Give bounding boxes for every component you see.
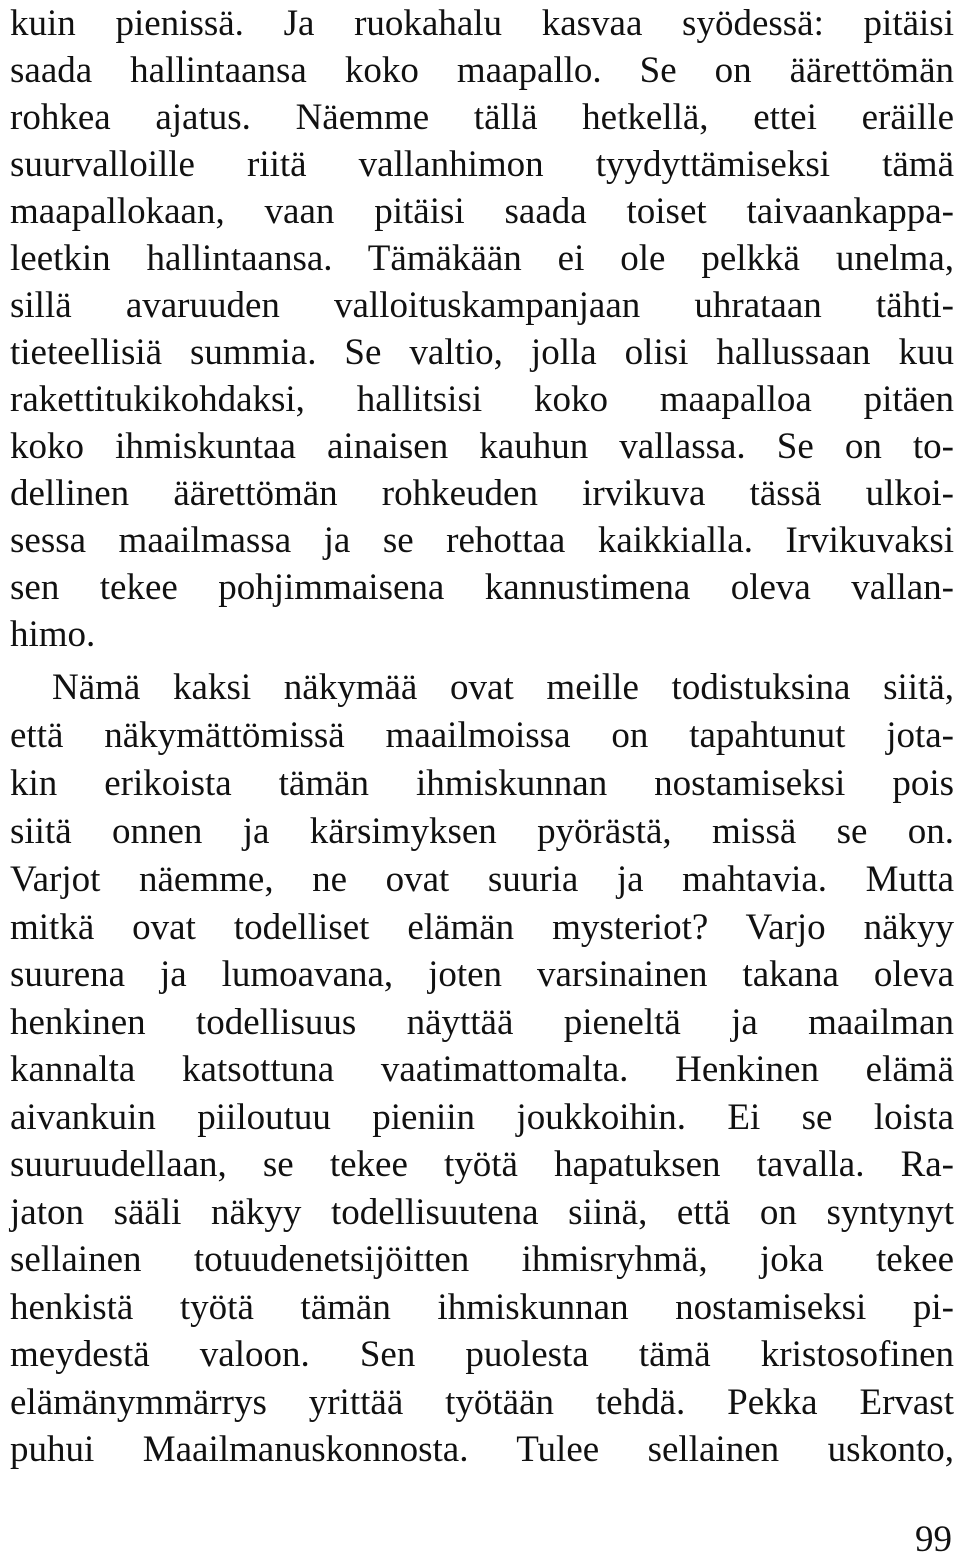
text-line: aivankuin piiloutuu pieniin joukkoihin. Ei se loista	[10, 1097, 954, 1138]
text-line: elämänymmärrys yrittää työtään tehdä. Pekka Ervast	[10, 1382, 954, 1423]
text-line: sessa maailmassa ja se rehottaa kaikkialla. Irvikuvaksi	[10, 520, 954, 561]
text-line: kin erikoista tämän ihmiskunnan nostamiseksi pois	[10, 763, 954, 804]
text-line: henkinen todellisuus näyttää pieneltä ja maailman	[10, 1002, 954, 1043]
text-line: Varjot näemme, ne ovat suuria ja mahtavia. Mutta	[10, 859, 954, 900]
text-line: rohkea ajatus. Näemme tällä hetkellä, ettei eräille	[10, 97, 954, 138]
text-line: suuruudellaan, se tekee työtä hapatuksen tavalla. Ra-	[10, 1144, 954, 1185]
text-line: himo.	[10, 614, 96, 655]
text-line: koko ihmiskuntaa ainaisen kauhun vallassa. Se on to-	[10, 426, 954, 467]
text-line: maapallokaan, vaan pitäisi saada toiset taivaankappa-	[10, 191, 954, 232]
page-number: 99	[915, 1519, 952, 1560]
text-line: saada hallintaansa koko maapallo. Se on äärettömän	[10, 50, 954, 91]
text-line: suurvalloille riitä vallanhimon tyydyttämiseksi tämä	[10, 144, 954, 185]
text-line: siitä onnen ja kärsimyksen pyörästä, missä se on.	[10, 811, 954, 852]
text-line: kannalta katsottuna vaatimattomalta. Henkinen elämä	[10, 1049, 954, 1090]
text-line: leetkin hallintaansa. Tämäkään ei ole pelkkä unelma,	[10, 238, 954, 279]
text-line: sen tekee pohjimmaisena kannustimena oleva vallan-	[10, 567, 954, 608]
text-line: henkistä työtä tämän ihmiskunnan nostamiseksi pi-	[10, 1287, 954, 1328]
text-line: rakettitukikohdaksi, hallitsisi koko maapalloa pitäen	[10, 379, 954, 420]
text-line: että näkymättömissä maailmoissa on tapahtunut jota-	[10, 715, 954, 756]
text-line: kuin pienissä. Ja ruokahalu kasvaa syödessä: pitäisi	[10, 3, 954, 44]
text-line: Nämä kaksi näkymää ovat meille todistuksina siitä,	[52, 667, 954, 708]
text-line: sillä avaruuden valloituskampanjaan uhrataan tähti-	[10, 285, 954, 326]
text-line: sellainen totuudenetsijöitten ihmisryhmä, joka tekee	[10, 1239, 954, 1280]
text-line: meydestä valoon. Sen puolesta tämä kristosofinen	[10, 1334, 954, 1375]
text-line: mitkä ovat todelliset elämän mysteriot? Varjo näkyy	[10, 907, 954, 948]
text-line: suurena ja lumoavana, joten varsinainen takana oleva	[10, 954, 954, 995]
text-line: tieteellisiä summia. Se valtio, jolla olisi hallussaan kuu	[10, 332, 954, 373]
text-line: dellinen äärettömän rohkeuden irvikuva tässä ulkoi-	[10, 473, 954, 514]
text-line: puhui Maailmanuskonnosta. Tulee sellainen uskonto,	[10, 1429, 954, 1470]
text-line: jaton sääli näkyy todellisuutena siinä, että on syntynyt	[10, 1192, 954, 1233]
